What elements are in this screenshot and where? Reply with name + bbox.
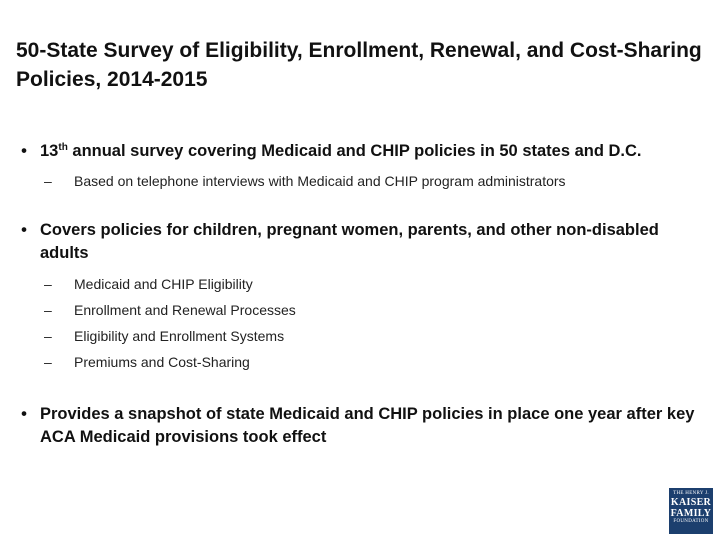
sub-bullet-text: Based on telephone interviews with Medicaid and CHIP program administrators xyxy=(74,173,566,189)
dash-icon: – xyxy=(44,302,52,318)
sub-bullet-list xyxy=(16,168,706,194)
logo-line-1: THE HENRY J. xyxy=(673,491,709,496)
sub-bullet-list xyxy=(16,271,706,375)
sub-bullet-item xyxy=(16,168,706,194)
sub-bullet-text: Eligibility and Enrollment Systems xyxy=(74,328,285,344)
bullet-item xyxy=(16,219,706,265)
sub-bullet-text: Medicaid and CHIP Eligibility xyxy=(74,276,253,292)
sub-bullet-item xyxy=(16,323,706,349)
sub-bullet-item xyxy=(16,349,706,375)
sub-bullet-item xyxy=(16,297,706,323)
sub-bullet-text: Premiums and Cost-Sharing xyxy=(74,354,250,370)
logo-line-4: FOUNDATION xyxy=(673,519,709,524)
dash-icon: – xyxy=(44,276,52,292)
bullet-dot-icon: • xyxy=(21,142,27,160)
bullet-text: Provides a snapshot of state Medicaid and CHIP policies in place one year after key ACA Medicaid provisions took effect xyxy=(40,405,695,446)
bullet-list xyxy=(16,140,706,449)
bullet-dot-icon: • xyxy=(21,405,27,423)
logo-line-2: KAISER xyxy=(670,497,712,508)
dash-icon: – xyxy=(44,328,52,344)
bullet-text: Covers policies for children, pregnant women, parents, and other non-disabled adults xyxy=(40,221,659,262)
dash-icon: – xyxy=(44,173,52,189)
bullet-text-superscript: th xyxy=(58,142,68,153)
logo-line-3: FAMILY xyxy=(670,508,712,519)
bullet-item xyxy=(16,403,706,449)
sub-bullet-text: Enrollment and Renewal Processes xyxy=(74,302,296,318)
bullet-text: annual survey covering Medicaid and CHIP policies in 50 states and D.C. xyxy=(67,142,642,160)
dash-icon: – xyxy=(44,354,52,370)
bullet-dot-icon: • xyxy=(21,221,27,239)
slide-title: 50-State Survey of Eligibility, Enrollment, Renewal, and Cost-Sharing Policies, 2014-2015 xyxy=(16,39,702,91)
bullet-item xyxy=(16,140,706,163)
kaiser-family-foundation-logo xyxy=(669,488,713,534)
bullet-text-number: 13 xyxy=(40,142,59,160)
sub-bullet-item xyxy=(16,271,706,297)
